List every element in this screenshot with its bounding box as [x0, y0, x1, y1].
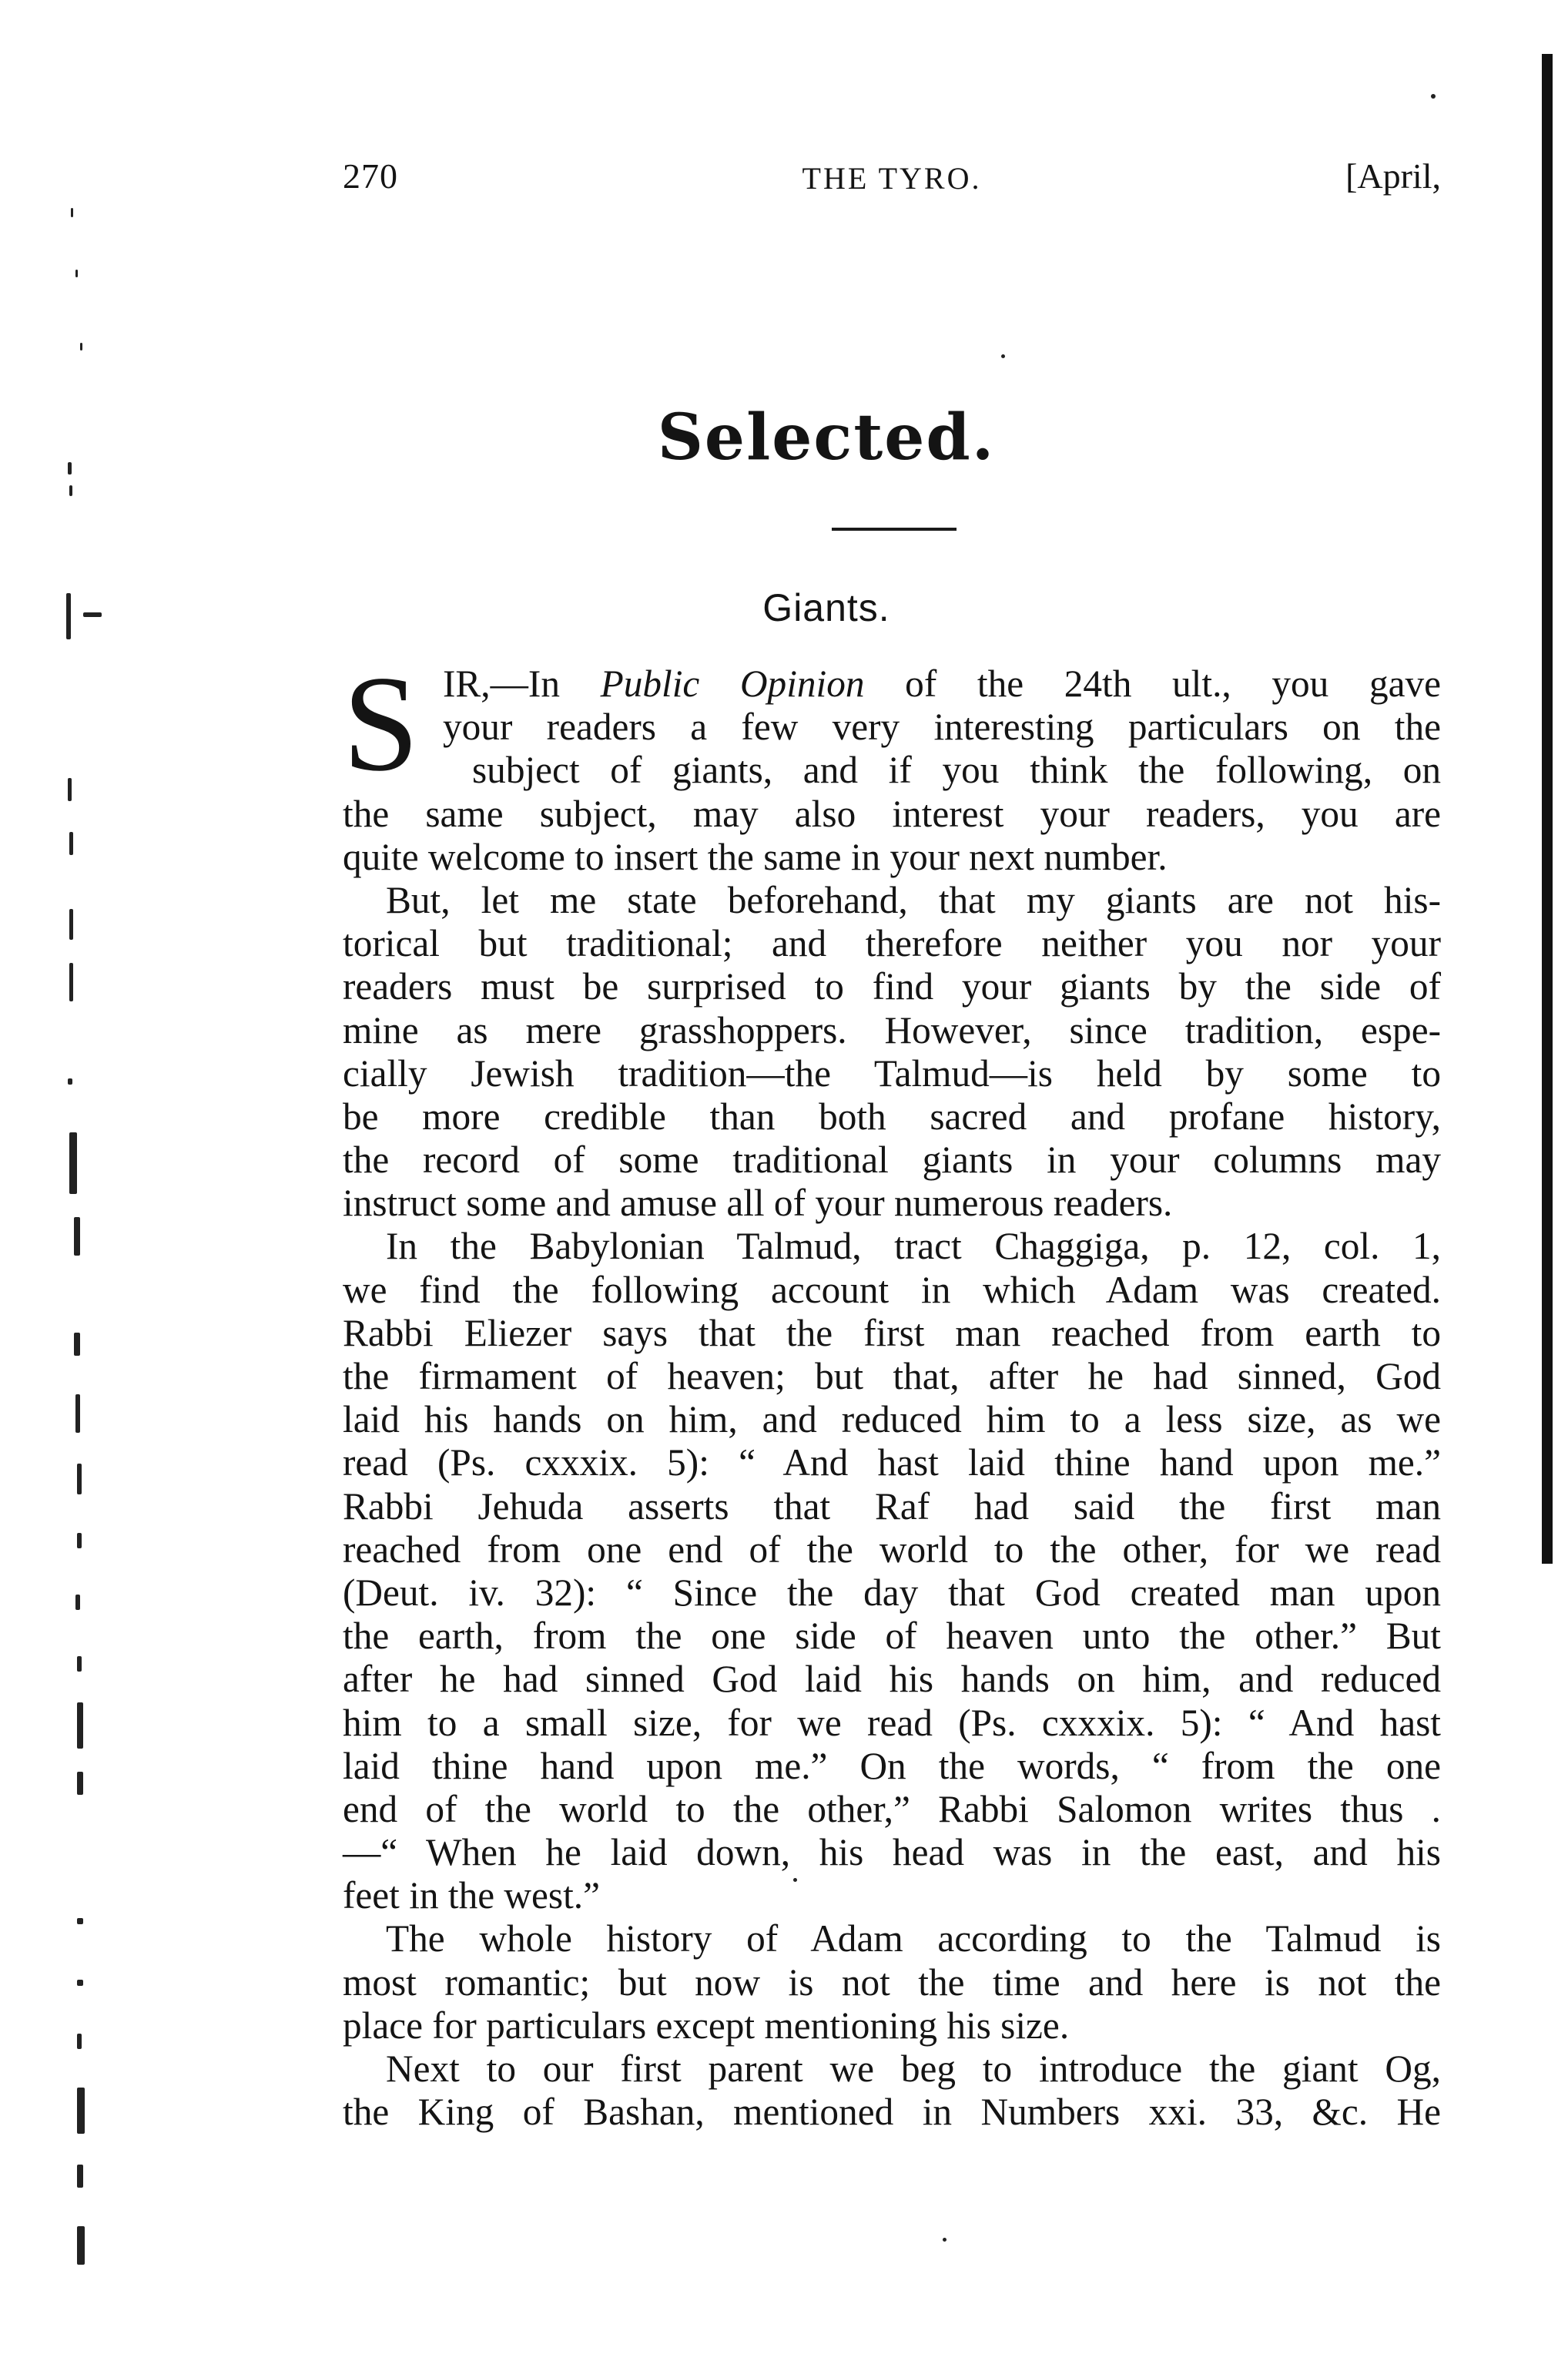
text-line: IR,—In Public Opinion of the 24th ult., you gave — [443, 662, 1442, 705]
text-line: him to a small size, for we read (Ps. cxxxix. 5): “ And hast — [343, 1701, 1441, 1744]
article-body — [343, 647, 1442, 2134]
paragraph-4 — [343, 1917, 1441, 2047]
text-line: the same subject, may also interest your readers, you are — [343, 792, 1441, 835]
running-date: [April, — [1345, 156, 1441, 196]
page-speck — [943, 2238, 946, 2242]
text-line: the King of Bashan, mentioned in Numbers xxi. 33, &c. He — [343, 2091, 1441, 2134]
text-line: (Deut. iv. 32): “ Since the day that God created man upon — [343, 1571, 1441, 1614]
text-line: Rabbi Jehuda asserts that Raf had said the first man — [343, 1484, 1441, 1528]
binding-edge-shadow — [1542, 54, 1553, 1564]
text-line: place for particulars except mentioning his size. — [343, 2004, 1070, 2047]
text-line: the earth, from the one side of heaven unto the other.” But — [343, 1615, 1441, 1658]
paragraph-5 — [343, 2047, 1441, 2134]
running-title: THE TYRO. — [802, 161, 982, 196]
text-line: feet in the west.” — [343, 1874, 600, 1917]
text-line: be more credible than both sacred and profane history, — [343, 1095, 1441, 1138]
text-line: most romantic; but now is not the time and here is not the — [343, 1960, 1441, 2004]
text-line: Rabbi Eliezer says that the first man reached from earth to — [343, 1311, 1441, 1354]
text-line: quite welcome to insert the same in your next number. — [343, 835, 1168, 878]
paragraph-2 — [343, 879, 1441, 1226]
text-line: the record of some traditional giants in your columns may — [343, 1139, 1441, 1182]
text-line: laid his hands on him, and reduced him to a less size, as we — [343, 1398, 1441, 1441]
page-speck — [1001, 354, 1005, 358]
text-line: —“ When he laid down, his head was in the east, and his — [343, 1831, 1441, 1874]
text-line: In the Babylonian Talmud, tract Chaggiga, p. 12, col. 1, — [386, 1225, 1441, 1268]
text-line: The whole history of Adam according to the Talmud is — [386, 1917, 1441, 1960]
text-line: laid thine hand upon me.” On the words, “ from the one — [343, 1744, 1441, 1787]
text-line: But, let me state beforehand, that my giants are not his- — [386, 878, 1441, 921]
page-number: 270 — [343, 156, 398, 196]
text-line: cially Jewish tradition—the Talmud—is held by some to — [343, 1051, 1441, 1095]
paragraph-1 — [343, 647, 1442, 879]
text-line: end of the world to the other,” Rabbi Salomon writes thus . — [343, 1787, 1441, 1830]
drop-cap: S — [343, 647, 419, 800]
text-line: instruct some and amuse all of your numerous readers. — [343, 1182, 1173, 1225]
text-line: subject of giants, and if you think the following, on — [472, 749, 1441, 792]
section-heading: Selected. — [657, 401, 996, 475]
text-line: we find the following account in which Adam was created. — [343, 1268, 1441, 1311]
text-line: torical but traditional; and therefore neither you nor your — [343, 922, 1441, 965]
text-line: Next to our first parent we beg to introduce the giant Og, — [386, 2047, 1441, 2090]
text-line: after he had sinned God laid his hands on him, and reduced — [343, 1658, 1441, 1701]
page-speck — [1431, 94, 1436, 99]
paragraph-3 — [343, 1225, 1441, 1917]
text-line: mine as mere grasshoppers. However, since tradition, espe- — [343, 1008, 1441, 1051]
publication-title: Public Opinion — [600, 662, 865, 705]
heading-rule — [832, 528, 957, 531]
text-line: reached from one end of the world to the other, for we read — [343, 1528, 1441, 1571]
text-line: read (Ps. cxxxix. 5): “ And hast laid thine hand upon me.” — [343, 1441, 1441, 1484]
text-line: the firmament of heaven; but that, after he had sinned, God — [343, 1355, 1441, 1397]
margin-specks — [46, 193, 100, 2272]
text-line: readers must be surprised to find your giants by the side of — [343, 965, 1441, 1008]
article-title: Giants. — [762, 586, 890, 629]
running-header — [343, 156, 1441, 202]
text-line: your readers a few very interesting particulars on the — [443, 706, 1441, 749]
